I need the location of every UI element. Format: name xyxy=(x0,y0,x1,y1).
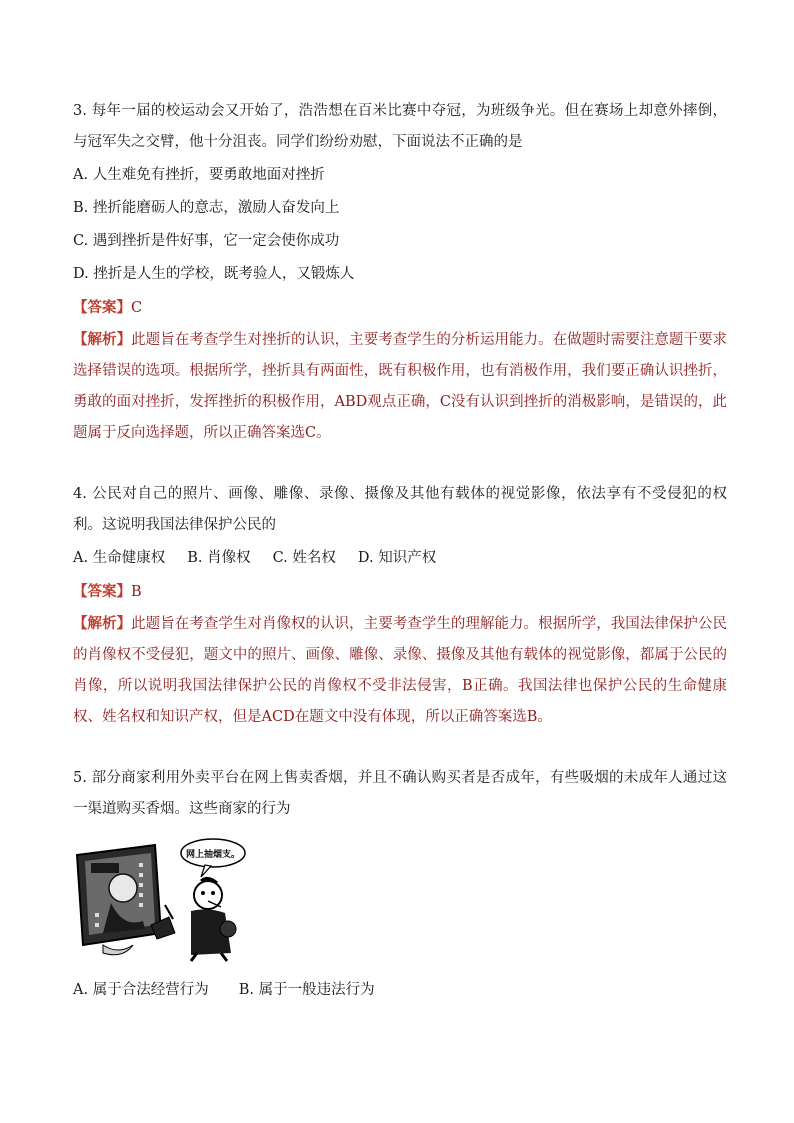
question-4-analysis xyxy=(73,608,727,733)
question-3-option-b: B. 挫折能磨砺人的意志，激励人奋发向上 xyxy=(73,200,340,216)
answer-label: 【答案】 xyxy=(73,583,131,600)
question-4-options xyxy=(73,543,727,574)
question-4-option-a: A. 生命健康权 xyxy=(73,550,166,566)
question-3-analysis xyxy=(73,324,727,449)
answer-value: C xyxy=(131,300,143,316)
question-5-options xyxy=(73,975,727,1006)
document-page xyxy=(73,96,727,1006)
question-3 xyxy=(73,96,727,449)
question-4-option-d: D. 知识产权 xyxy=(357,550,437,566)
question-5-option-b: B. 属于一般违法行为 xyxy=(238,982,375,998)
answer-label: 【答案】 xyxy=(73,299,131,316)
question-4-option-c: C. 姓名权 xyxy=(272,550,336,566)
cartoon-illustration xyxy=(73,833,248,963)
question-3-stem: 3. 每年一届的校运动会又开始了，浩浩想在百米比赛中夺冠，为班级争光。但在赛场上却意外摔倒，与冠军失之交臂，他十分沮丧。同学们纷纷劝慰，下面说法不正确的是 xyxy=(73,103,727,150)
monitor-icon xyxy=(77,845,161,955)
analysis-label: 【解析】 xyxy=(73,615,132,632)
question-4 xyxy=(73,479,727,733)
analysis-label: 【解析】 xyxy=(73,331,132,348)
speech-bubble xyxy=(181,839,245,877)
question-3-option-c: C. 遇到挫折是件好事，它一定会使你成功 xyxy=(73,233,340,249)
question-4-answer xyxy=(73,576,727,608)
question-4-stem: 4. 公民对自己的照片、画像、雕像、录像、摄像及其他有载体的视觉影像，依法享有不受侵犯的权利。这说明我国法律保护公民的 xyxy=(73,486,727,533)
question-5-option-a: A. 属于合法经营行为 xyxy=(73,982,209,998)
question-3-option-a: A. 人生难免有挫折，要勇敢地面对挫折 xyxy=(73,167,325,183)
question-5 xyxy=(73,763,727,1006)
analysis-text: 此题旨在考查学生对挫折的认识，主要考查学生的分析运用能力。在做题时需要注意题干要求选择错误的选项。根据所学，挫折具有两面性，既有积极作用，也有消极作用，我们要正确认识挫折，勇敢的面对挫折，发挥挫折的积极作用，ABD观点正确，C没有认识到挫折的消极影响，是错误的，此题属于反向选择题，所以正确答案选C。 xyxy=(73,332,728,441)
analysis-text: 此题旨在考查学生对肖像权的认识，主要考查学生的理解能力。根据所学，我国法律保护公民的肖像权不受侵犯，题文中的照片、画像、雕像、录像、摄像及其他有载体的视觉影像，都属于公民的肖像，所以说明我国法律保护公民的肖像权不受非法侵害，B正确。我国法律也保护公民的生命健康权、姓名权和知识产权，但是ACD在题文中没有体现，所以正确答案选B。 xyxy=(73,616,728,725)
question-4-option-b: B. 肖像权 xyxy=(187,550,251,566)
question-3-option-d: D. 挫折是人生的学校，既考验人，又锻炼人 xyxy=(73,266,355,282)
question-5-stem: 5. 部分商家利用外卖平台在网上售卖香烟，并且不确认购买者是否成年，有些吸烟的未成年人通过这一渠道购买香烟。这些商家的行为 xyxy=(73,770,727,817)
speech-text: 网上抽烟支。 xyxy=(185,850,241,860)
smoking-kid-figure xyxy=(191,878,236,961)
answer-value: B xyxy=(131,584,142,600)
question-3-answer xyxy=(73,292,727,324)
